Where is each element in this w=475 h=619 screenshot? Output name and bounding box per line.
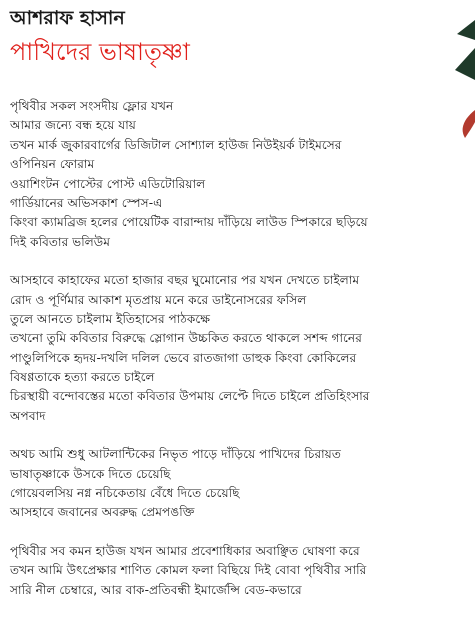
- poem-line: তখন মার্ক জুকারবার্গের ডিজিটাল সোশ্যাল হাউজ নিউইয়র্ক টাইমসের: [10, 137, 342, 152]
- decorative-leaf-graphic: [435, 0, 475, 220]
- stanza-3: [10, 445, 440, 523]
- poem-line: আসহাবে কাহাফের মতো হাজার বছর ঘুমোনোর পর যখন দেখতে চাইলাম: [10, 273, 360, 288]
- author-name: আশরাফ হাসান: [10, 7, 125, 29]
- stanza-2: [10, 271, 440, 426]
- poem-line: পৃথিবীর সব কমন হাউজ যখন আমার প্রবেশাধিকার অবাঞ্ছিত ঘোষণা করে: [10, 543, 360, 558]
- poem-line: ওয়াশিংটন পোস্টের পোস্ট এডিটোরিয়াল: [10, 176, 206, 191]
- poem-line: অথচ আমি শুধু আটলান্টিকের নিভৃত পাড়ে দাঁড়িয়ে পাখিদের চিরায়ত: [10, 447, 342, 462]
- poem-line: তখনো তুমি কবিতার বিরুদ্ধে স্লোগান উচ্চকিত করতে থাকলে সশব্দ গানের: [10, 331, 362, 346]
- poem-line: চিরস্থায়ী বন্দোবস্তের মতো কবিতার উপমায় লেপ্টে দিতে চাইলে প্রতিহিংসার: [10, 389, 370, 404]
- poem-line: আসহাবে জবানের অবরুদ্ধ প্রেমপঙক্তি: [10, 505, 195, 520]
- poem-line: ভাষাতৃষ্ণাকে উসকে দিতে চেয়েছি: [10, 466, 171, 481]
- poem-line: তখন আমি উৎপ্রেক্ষার শাণিত কোমল ফলা বিছিয়ে দিই বোবা পৃথিবীর সারি: [10, 563, 367, 578]
- poem-body: [10, 97, 440, 619]
- poem-line: ওপিনিয়ন ফোরাম: [10, 157, 95, 172]
- poem-line: কিংবা ক্যামব্রিজ হলের পোয়েটিক বারান্দায় দাঁড়িয়ে লাউড স্পিকারে ছড়িয়ে: [10, 215, 368, 230]
- poem-line: আমার জন্যে বন্ধ হয়ে যায়: [10, 118, 136, 133]
- poem-line: দিই কবিতার ভলিউম: [10, 234, 111, 249]
- poem-line: পাণ্ডুলিপিকে হৃদয়-দখলি দলিল ভেবে রাতজাগা ডাহুক কিংবা কোকিলের: [10, 350, 357, 365]
- stanza-4: [10, 542, 440, 600]
- poem-line: বিষণ্ণতাকে হত্যা করতে চাইলে: [10, 370, 155, 385]
- poem-title: পাখিদের ভাষাতৃষ্ণা: [10, 38, 190, 66]
- poem-line: গার্ডিয়ানের অভিসকাশ স্পেস-এ: [10, 195, 163, 210]
- poem-line: তুলে আনতে চাইলাম ইতিহাসের পাঠকক্ষে: [10, 311, 211, 326]
- poem-line: সারি নীল চেম্বারে, আর বাক-প্রতিবন্ধী ইমার্জেন্সি বেড-কভারে: [10, 582, 302, 597]
- stanza-1: [10, 97, 440, 252]
- dark-leaf-shape: [455, 20, 475, 80]
- red-leaf-shape: [463, 110, 475, 138]
- poem-line: রোদ ও পূর্ণিমার আকাশ মৃতপ্রায় মনে করে ডাইনোসরের ফসিল: [10, 292, 307, 307]
- poem-line: পৃথিবীর সকল সংসদীয় ফ্লোর যখন: [10, 99, 174, 113]
- poem-line: গোয়েবলসিয় নগ্ন নচিকেতায় বেঁধে দিতে চেয়েছি: [10, 486, 240, 501]
- poem-line: অপবাদ: [10, 408, 46, 423]
